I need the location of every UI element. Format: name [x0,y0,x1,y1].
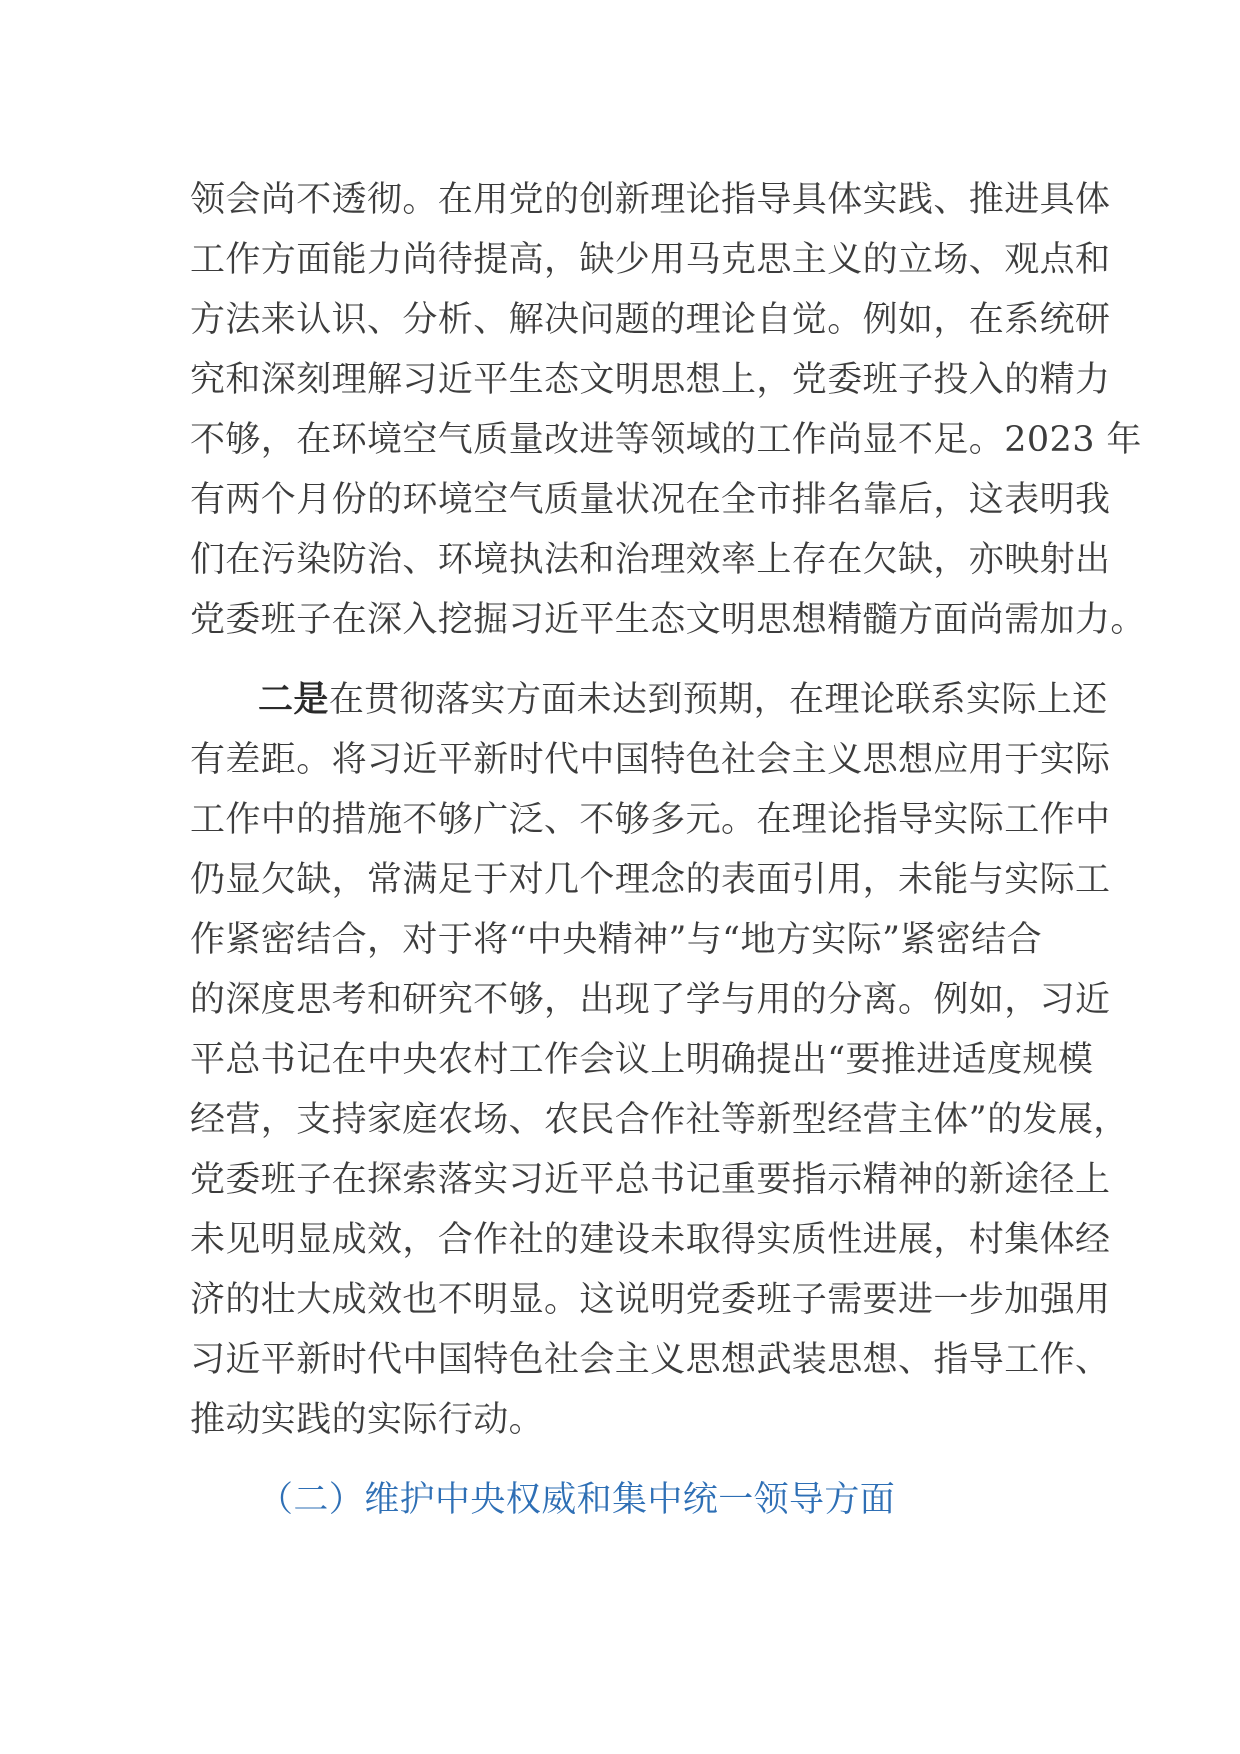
paragraph-line: 济的壮大成效也不明显。这说明党委班子需要进一步加强用 [190,1280,1111,1320]
paragraph-line: 党委班子在探索落实习近平总书记重要指示精神的新途径上 [190,1160,1111,1200]
paragraph-line: 的深度思考和研究不够，出现了学与用的分离。例如，习近 [190,980,1111,1020]
paragraph-line: 未见明显成效，合作社的建设未取得实质性进展，村集体经 [190,1220,1111,1260]
paragraph-line: 方法来认识、分析、解决问题的理论自觉。例如，在系统研 [190,300,1111,340]
paragraph-line: 领会尚不透彻。在用党的创新理论指导具体实践、推进具体 [190,180,1111,220]
paragraph-line: 工作方面能力尚待提高，缺少用马克思主义的立场、观点和 [190,240,1111,280]
paragraph-line: 经营，支持家庭农场、农民合作社等新型经营主体”的发展， [190,1100,1129,1140]
paragraph-line: 有两个月份的环境空气质量状况在全市排名靠后，这表明我 [190,480,1111,520]
paragraph-line: 仍显欠缺，常满足于对几个理念的表面引用，未能与实际工 [190,860,1111,900]
paragraph-line: 不够，在环境空气质量改进等领域的工作尚显不足。2023 年 [190,420,1142,460]
section-heading: （二）维护中央权威和集中统一领导方面 [258,1480,896,1520]
paragraph-line: 习近平新时代中国特色社会主义思想武装思想、指导工作、 [190,1340,1111,1380]
paragraph-line: 推动实践的实际行动。 [190,1400,545,1440]
paragraph-line: 工作中的措施不够广泛、不够多元。在理论指导实际工作中 [190,800,1111,840]
paragraph-line: 们在污染防治、环境执法和治理效率上存在欠缺，亦映射出 [190,540,1111,580]
paragraph-line-text: 在贯彻落实方面未达到预期，在理论联系实际上还 [328,680,1108,720]
paragraph-line: 究和深刻理解习近平生态文明思想上，党委班子投入的精力 [190,360,1111,400]
paragraph-line: 平总书记在中央农村工作会议上明确提出“要推进适度规模 [190,1040,1094,1080]
paragraph-line: 作紧密结合，对于将“中央精神”与“地方实际”紧密结合 [190,920,1042,960]
paragraph-line: 有差距。将习近平新时代中国特色社会主义思想应用于实际 [190,740,1111,780]
paragraph-lead: 二是 [258,679,329,720]
paragraph-first-line [258,676,1108,724]
paragraph-line: 党委班子在深入挖掘习近平生态文明思想精髓方面尚需加力。 [190,600,1146,640]
